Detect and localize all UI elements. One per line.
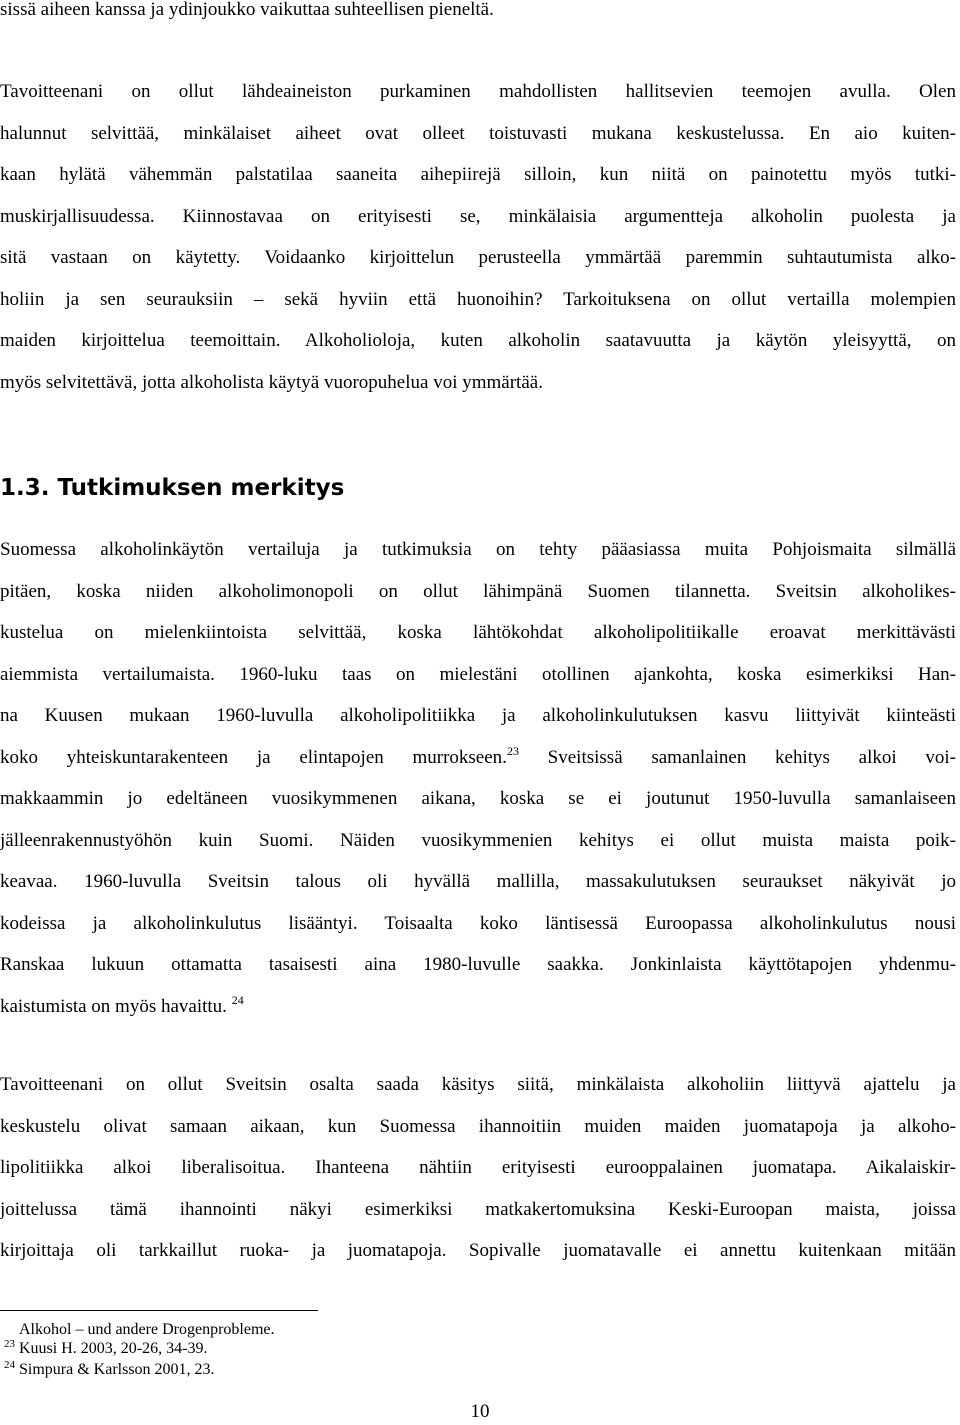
text-line: jälleenrakennustyöhön kuin Suomi. Näiden vuosikymmenien kehitys ei ollut muista maista poik-	[0, 830, 956, 851]
footnote-number: 24	[4, 1359, 15, 1371]
footnote-ref-23[interactable]: 23	[506, 744, 519, 758]
footnote-ref-24[interactable]: 24	[231, 993, 244, 1007]
footnote-text: Simpura & Karlsson 2001, 23.	[19, 1361, 215, 1378]
text-line: pitäen, koska niiden alkoholimonopoli on ollut lähimpänä Suomen tilannetta. Sveitsin alkoholikes-	[0, 581, 956, 602]
text-segment: koko yhteiskuntarakenteen ja elintapojen murrokseen.	[0, 747, 507, 768]
text-line: kodeissa ja alkoholinkulutus lisääntyi. Toisaalta koko läntisessä Euroopassa alkoholinkulutus nousi	[0, 913, 956, 934]
text-line: keavaa. 1960-luvulla Sveitsin talous oli hyvällä mallilla, massakulutuksen seuraukset näkyivät jo	[0, 871, 956, 892]
text-line: na Kuusen mukaan 1960-luvulla alkoholipolitiikka ja alkoholinkulutuksen kasvu liittyivät kiinteästi	[0, 705, 956, 726]
text-segment: kaistumista on myös havaittu.	[0, 996, 227, 1017]
text-segment: Sveitsissä samanlainen kehitys alkoi voi-	[547, 747, 956, 768]
text-line: Suomessa alkoholinkäytön vertailuja ja tutkimuksia on tehty pääasiassa muita Pohjoismaita silmällä	[0, 539, 956, 560]
section-heading: 1.3. Tutkimuksen merkitys	[0, 475, 345, 501]
text-line: keskustelu olivat samaan aikaan, kun Suomessa ihannoitiin muiden maiden juomatapoja ja alkoho-	[0, 1116, 956, 1137]
text-line: makkaammin jo edeltäneen vuosikymmenen aikana, koska se ei joutunut 1950-luvulla samanlaiseen	[0, 788, 956, 809]
footnote-separator	[0, 1310, 318, 1311]
text-line: aiemmista vertailumaista. 1960-luku taas on mielestäni otollinen ajankohta, koska esimerkiksi Han-	[0, 664, 956, 685]
page-number: 10	[470, 1401, 490, 1422]
text-line: sissä aiheen kanssa ja ydinjoukko vaikuttaa suhteellisen pieneltä.	[0, 0, 494, 20]
text-line-with-footnote	[0, 746, 956, 770]
text-line: Ranskaa lukuun ottamatta tasaisesti aina 1980-luvulle saakka. Jonkinlaista käyttötapojen yhdenmu-	[0, 954, 956, 975]
footnote-continuation: Alkohol – und andere Drogenprobleme.	[19, 1321, 275, 1338]
footnote-text: Kuusi H. 2003, 20-26, 34-39.	[19, 1340, 208, 1357]
text-line: maiden kirjoittelua teemoittain. Alkoholioloja, kuten alkoholin saatavuutta ja käytön yleisyyttä, on	[0, 330, 956, 351]
footnote-number: 23	[4, 1338, 15, 1350]
text-line: kirjoittaja oli tarkkaillut ruoka- ja juomatapoja. Sopivalle juomatavalle ei annettu kuitenkaan mitään	[0, 1240, 956, 1261]
text-line: kaan hylätä vähemmän palstatilaa saaneita aihepiirejä silloin, kun niitä on painotettu myös tutki-	[0, 164, 956, 185]
text-line: halunnut selvittää, minkälaiset aiheet ovat olleet toistuvasti mukana keskustelussa. En aio kuiten-	[0, 123, 956, 144]
text-line: Tavoitteenani on ollut Sveitsin osalta saada käsitys siitä, minkälaista alkoholiin liittyvä ajattelu ja	[0, 1074, 956, 1095]
text-line: sitä vastaan on käytetty. Voidaanko kirjoittelun perusteella ymmärtää paremmin suhtautumista alko-	[0, 247, 956, 268]
text-line: joittelussa tämä ihannointi näkyi esimerkiksi matkakertomuksina Keski-Euroopan maista, joissa	[0, 1199, 956, 1220]
text-line: myös selvitettävä, jotta alkoholista käytyä vuoropuhelua voi ymmärtää.	[0, 372, 543, 393]
footnote-24	[4, 1361, 215, 1379]
text-line-with-footnote	[0, 995, 244, 1019]
text-line: lipolitiikka alkoi liberalisoitua. Ihanteena nähtiin erityisesti eurooppalainen juomatapa. Aikalaiskir-	[0, 1157, 956, 1178]
text-line: muskirjallisuudessa. Kiinnostavaa on erityisesti se, minkälaisia argumentteja alkoholin puolesta ja	[0, 206, 956, 227]
footnote-23	[4, 1340, 207, 1358]
text-line: Tavoitteenani on ollut lähdeaineiston purkaminen mahdollisten hallitsevien teemojen avulla. Olen	[0, 81, 956, 102]
text-line: holiin ja sen seurauksiin – sekä hyviin että huonoihin? Tarkoituksena on ollut vertailla molempien	[0, 289, 956, 310]
text-line: kustelua on mielenkiintoista selvittää, koska lähtökohdat alkoholipolitiikalle eroavat merkittävästi	[0, 622, 956, 643]
